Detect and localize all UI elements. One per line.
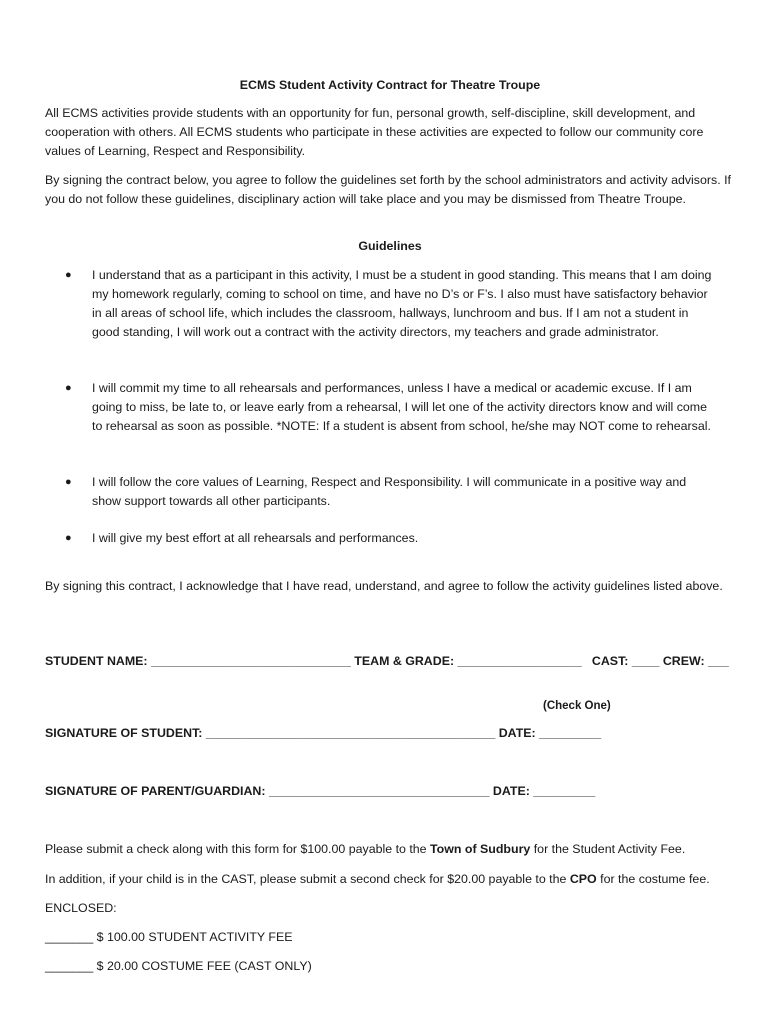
payee-cpo: CPO xyxy=(569,872,597,886)
guideline-item xyxy=(65,379,715,436)
payment-line-1 xyxy=(45,840,735,859)
intro-paragraph-2: By signing the contract below, you agree to follow the guidelines set forth by the school administrators and activity advisors. If you do not follow these guidelines, disciplinary action will take place and you may be dismissed from Theatre Troupe. xyxy=(45,173,731,206)
payment-text: for the costume fee. xyxy=(596,872,710,886)
guideline-item xyxy=(65,266,715,342)
enclosed-label: ENCLOSED: xyxy=(45,901,117,915)
guideline-text: I will follow the core values of Learning, Respect and Responsibility. I will communicate in a positive way and show support towards all other participants. xyxy=(92,475,687,508)
payment-text: for the Student Activity Fee. xyxy=(530,842,686,856)
guideline-item xyxy=(65,473,715,511)
payment-text: Please submit a check along with this form for $100.00 payable to the xyxy=(45,842,431,856)
activity-fee-checkline[interactable]: _______ $ 100.00 STUDENT ACTIVITY FEE xyxy=(45,930,293,944)
payment-text: In addition, if your child is in the CAST, please submit a second check for $20.00 payable to the xyxy=(45,872,570,886)
acknowledgement-paragraph: By signing this contract, I acknowledge that I have read, understand, and agree to follow the activity guidelines listed above. xyxy=(45,579,723,593)
guidelines-heading: Guidelines xyxy=(358,239,422,253)
parent-signature-field[interactable]: SIGNATURE OF PARENT/GUARDIAN: ________________________________ DATE: _________ xyxy=(45,784,596,798)
guideline-text: I will commit my time to all rehearsals and performances, unless I have a medical or academic excuse. If I am going to miss, be late to, or leave early from a rehearsal, I will let one of the activity directors know and will come to rehearsal as soon as possible. *NOTE: If a student is absent from school, he/she may NOT come to rehearsal. xyxy=(92,381,711,433)
bullet-icon: ● xyxy=(65,269,72,281)
payment-line-2 xyxy=(45,870,735,889)
student-signature-field[interactable]: SIGNATURE OF STUDENT: __________________________________________ DATE: _________ xyxy=(45,726,602,740)
guideline-text: I will give my best effort at all rehearsals and performances. xyxy=(92,531,419,545)
costume-fee-checkline[interactable]: _______ $ 20.00 COSTUME FEE (CAST ONLY) xyxy=(45,959,312,973)
check-one-label: (Check One) xyxy=(543,700,611,712)
bullet-icon: ● xyxy=(65,532,72,544)
guideline-text: I understand that as a participant in this activity, I must be a student in good standing. This means that I am doing my homework regularly, coming to school on time, and have no D’s or F’s. I also must have satisfactory behavior in all areas of school life, which includes the classroom, hallways, lunchroom and bus. If I am not a student in good standing, I will work out a contract with the activity directors, my teachers and grade administrator. xyxy=(92,268,712,339)
bullet-icon: ● xyxy=(65,476,72,488)
student-name-team-grade-field[interactable]: STUDENT NAME: _____________________________ TEAM & GRADE: __________________ CAST: ____ CREW: ___ xyxy=(45,654,729,668)
bullet-icon: ● xyxy=(65,382,72,394)
guideline-item xyxy=(65,529,715,548)
payee-town: Town of Sudbury xyxy=(430,842,531,856)
intro-paragraph-1: All ECMS activities provide students with an opportunity for fun, personal growth, self-discipline, skill development, and cooperation with others. All ECMS students who participate in these activities are expected to follow our community core values of Learning, Respect and Responsibility. xyxy=(45,106,704,158)
document-title: ECMS Student Activity Contract for Theatre Troupe xyxy=(239,78,541,92)
